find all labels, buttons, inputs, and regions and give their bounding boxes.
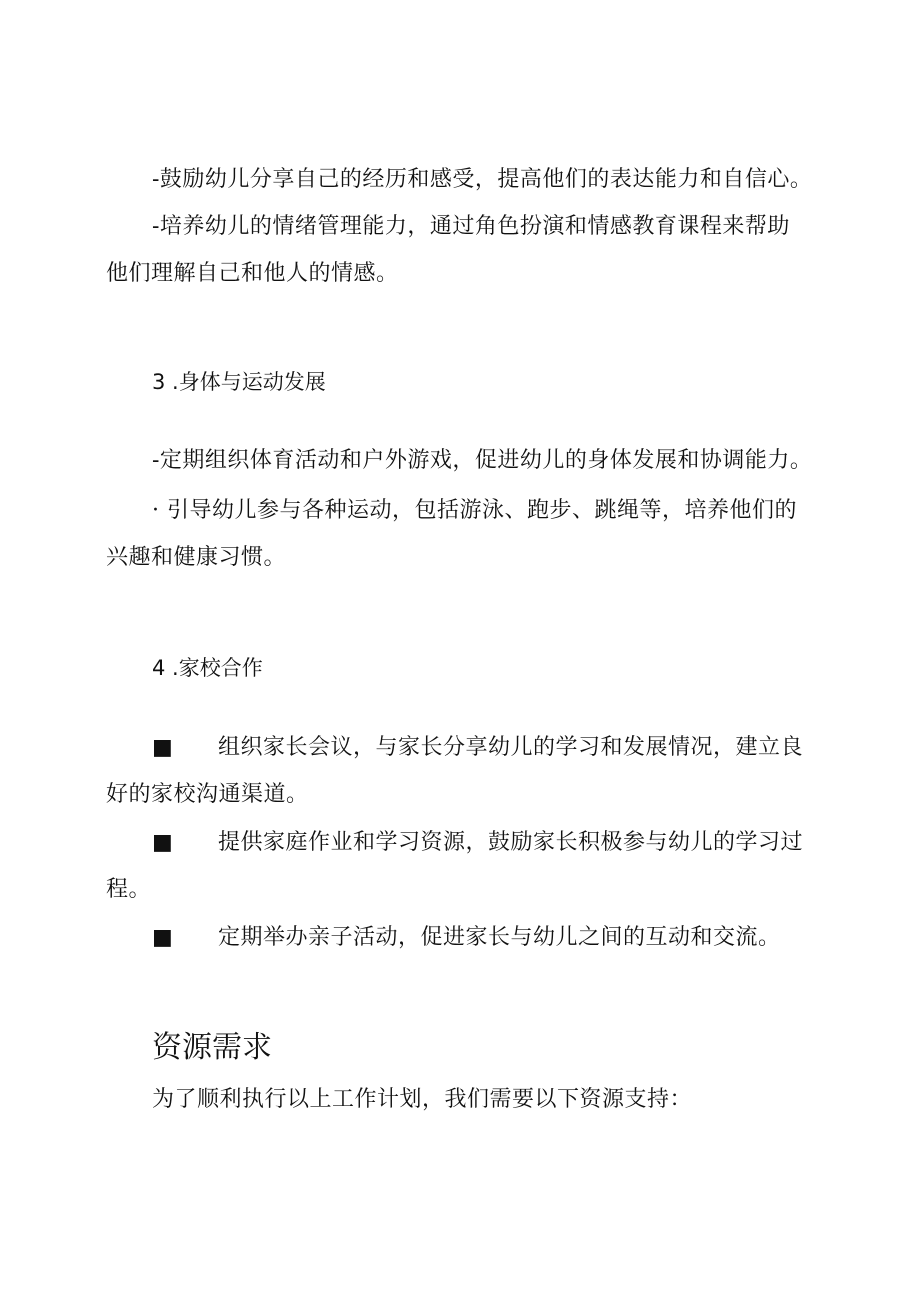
paragraph-line: 提供家庭作业和学习资源，鼓励家长积极参与幼儿的学习过	[218, 830, 804, 855]
paragraph-line: -定期组织体育活动和户外游戏，促进幼儿的身体发展和协调能力。	[152, 448, 813, 473]
paragraph-line: 他们理解自己和他人的情感。	[106, 261, 399, 286]
paragraph-line: 好的家校沟通渠道。	[106, 782, 309, 807]
section-heading: 4 .家校合作	[152, 656, 263, 680]
paragraph-line: -鼓励幼儿分享自己的经历和感受，提高他们的表达能力和自信心。	[152, 167, 813, 192]
paragraph-line: 定期举办亲子活动，促进家长与幼儿之间的互动和交流。	[218, 925, 781, 950]
square-bullet-icon: ■	[152, 925, 173, 950]
square-bullet-icon: ■	[152, 735, 173, 760]
paragraph-line: -培养幼儿的情绪管理能力，通过角色扮演和情感教育课程来帮助	[152, 214, 790, 239]
paragraph-line: 程。	[106, 877, 152, 902]
paragraph-line: 为了顺利执行以上工作计划，我们需要以下资源支持：	[152, 1087, 693, 1112]
paragraph-line: · 引导幼儿参与各种运动，包括游泳、跑步、跳绳等，培养他们的	[152, 498, 797, 523]
paragraph-line: 组织家长会议，与家长分享幼儿的学习和发展情况，建立良	[218, 735, 804, 760]
section-heading: 3 .身体与运动发展	[152, 370, 326, 394]
paragraph-line: 兴趣和健康习惯。	[106, 545, 287, 570]
section-title: 资源需求	[152, 1030, 272, 1065]
square-bullet-icon: ■	[152, 830, 173, 855]
